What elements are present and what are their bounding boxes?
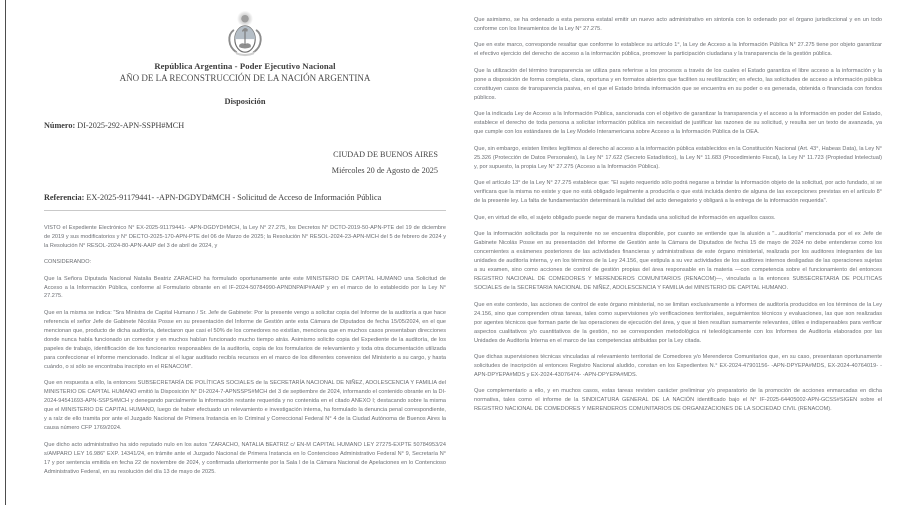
paragraph: Que, sin embargo, existen límites legítimos al derecho al acceso a la información pública establecidos en la Constitución Nacional (Art. 43°, Habeas Data), la Ley N° 25.326 (Protección de Datos Personales), la Ley N° 17.622 (Secreto Estadístico), la Ley N° 11.683 (Procedimiento Fiscal), la Ley N° 11.723 (Propiedad Intelectual) y, por supuesto, la propia Ley N° 27.275 (Acceso a la Información Pública). [474,145,882,170]
organization-title: República Argentina - Poder Ejecutivo Nacional [154,61,336,71]
number-label: Número: [44,121,76,131]
reference-row [44,193,446,202]
paragraph: Que la indicada Ley de Acceso a la Información Pública, sancionada con el objetivo de garantizar la transparencia y el acceso a la información en poder del Estado, establece el derecho de toda persona a solicitar información pública sin necesidad de justificar las razones de su solicitud, y resulta ser un texto de avanzada, ya que cumple con los estándares de la Ley Modelo Interamericana sobre Acceso a la Información Pública de la OEA. [474,111,882,136]
paragraph: Que la utilización del término transparencia se utiliza para referirse a los procesos a través de los cuales el Estado garantiza el libre acceso a la información y la pone a disposición de forma completa, clara, oportuna y en formatos abiertos que faciliten su reutilización; en efecto, las solicitudes de acceso a información pública constituyen casos de transparencia pasiva, en el que el Estado brinda información que se encuentra en su poder o es generada, obtenida o financiada con fondos públicos. [474,67,882,101]
year-slogan: AÑO DE LA RECONSTRUCCIÓN DE LA NACIÓN ARGENTINA [119,72,371,83]
date-text: Miércoles 20 de Agosto de 2025 [331,166,438,175]
paragraph: Que en la misma se indica: "Sra Ministra de Capital Humano / Sr. Jefe de Gabinete: Por la presente vengo a solicitar copia del Informe de la auditoría a que hace referencia el señor Jefe de Gabinete Nicolás Posse en su presentación del Informe de Gestión ante esta Cámara de Diputados de fecha 15/05/2024, en el que mencionan que, producto de dicha auditoría, detectaron que casi el 50% de los comedores no existían, menciona que en muchos casos presentaban direcciones donde nunca había funcionado un comedor y en muchos habían funcionado mucho tiempo atrás. Asimismo solicito copia del Expediente de la auditoría, de los papeles de trabajo, identificación de los funcionarios responsables de la auditoría, copia de los formularios de relevamiento y toda otra documentación utilizada para confeccionar el informe mencionado. Indicar si el lugar auditado recibía recursos en el marco de los diferentes convenios del Ministerio a su cargo, y hasta cuándo, o si sólo se encontraba inscripto en el RENACOM". [44,309,446,370]
number-value: DI-2025-292-APN-SSPH#MCH [77,121,185,131]
paragraph: VISTO el Expediente Electrónico N° EX-2025-91179441- -APN-DGDYD#MCH, la Ley N° 27.275, los Decretos N° DCTO-2019-50-APN-PTE del 19 de diciembre de 2019 y sus modificatorios y N° DECTO-2025-170-APN-PTE del 06 de Marzo de 2025; la Resolución N° RESOL-2024-23-APN-MCH del 5 de febrero de 2024 y la Resolución N° RESOL-2024-80-APN-AAIP del 3 de abril de 2024, y [44,224,446,249]
header-divider [44,210,446,211]
paragraph: Que la Señora Diputada Nacional Natalia Beatriz ZARACHO ha formulado oportunamente ante este MINISTERIO DE CAPITAL HUMANO una Solicitud de Acceso a la Información Pública, conforme al Formulario obrante en el IF-2024-50784990-APNDNPAIP#AAIP y en el marco de lo establecido por la Ley N° 27.275. [44,275,446,300]
paragraph: Que el artículo 13° de la Ley N° 27.275 establece que: "El sujeto requerido sólo podrá negarse a brindar la información objeto de la solicitud, por acto fundado, si se verificara que la misma no existe y que no está obligado legalmente a producirla o que está incluida dentro de alguna de las excepciones previstas en el artículo 8° de la presente ley. La falta de fundamentación determinará la nulidad del acto denegatorio y obligará a la entrega de la información requerida". [474,180,882,205]
document-type-heading: Disposición [224,97,266,107]
paragraph: Que en este marco, corresponde resaltar que conforme lo establece su artículo 1°, la Ley de Acceso a la Información Pública N° 27.275 tiene por objeto garantizar el efectivo ejercicio del derecho de acceso a la información pública, promover la participación ciudadana y la transparencia de la gestión pública. [474,42,882,58]
paragraph: Que la información solicitada por la requirente no se encuentra disponible, por cuanto se entiende que la alusión a "...auditoría" mencionada por el ex Jefe de Gabinete Nicolás Posse en su presentación del Informe de Gestión ante la Cámara de Diputados de fecha 15 de mayo de 2024 no debe entenderse como los concernientes a exámenes posteriores de las actividades financieras y administrativas de este órgano ministerial, realizada por los auditores integrantes de las unidades de auditoría interna, y en los términos de la Ley 24.156, que estipula a su vez actividades de los auditores internos desligadas de las operaciones sujetas a su examen, sino como acciones de control de gestión propias del área responsable en la materia —con competencia sobre el funcionamiento del entonces REGISTRO NACIONAL DE COMEDORES Y MERENDEROS COMUNITARIOS (RENACOM)—, vinculada a la entonces SUBSECRETARIA DE POLITICAS SOCIALES de la SECRETARIA NACIONAL DE NIÑEZ, ADOLESCENCIA Y FAMILIA del MINISTERIO DE CAPITAL HUMANO. [474,231,882,292]
reference-value: EX-2025-91179441- -APN-DGDYD#MCH - Solicitud de Acceso de Información Pública [86,192,382,202]
place-date-block [44,147,446,178]
left-body-text [44,224,446,477]
right-column [468,0,900,505]
paragraph: Que asimismo, se ha ordenado a esta persona estatal emitir un nuevo acto administrativo en sintonía con lo ordenado por el órgano jurisdiccional y en un todo conforme con los lineamientos de la Ley N° 27.275. [474,17,882,32]
paragraph: Que en este contexto, las acciones de control de este órgano ministerial, no se limitan exclusivamente a informes de auditoría producidos en los términos de la Ley 24.156, sino que comprenden otras tareas, tales como supervisiones y/o verificaciones territoriales, seguimientos técnicos y evaluaciones, las que son realizadas por agentes técnicos que forman parte de las operaciones de ejecución del área, y que si bien resultan sumamente relevantes, útiles e indispensables para verificar aspectos cualitativos y/o cuantitativos de la gestión, no se corresponden metodológica ni teleológicamente con los Informes de Auditoría elaborados por las Unidades de Auditoría Interna en el marco de las competencias atribuidas por la Ley citada. [474,301,882,344]
paragraph: Que en respuesta a ello, la entonces SUBSECRETARÍA DE POLÍTICAS SOCIALES de la SECRETARÍA NACIONAL DE NIÑEZ, ADOLESCENCIA Y FAMILIA del MINISTERIO DE CAPITAL HUMANO emitió la Disposición N° DI-2024-7-APNSSPS#MCH del 3 de septiembre de 2024, informando el contenido obrante en la DI-2024-94541693-APN-SSPS#MCH y denegando parcialmente la información restante requerida y no contenida en el citado ANEXO I; destacando sobre la misma que el MINISTERIO DE CAPITAL HUMANO, luego de haber efectuado un relevamiento e investigación interna, ha formulado la denuncia penal correspondiente, y a raíz de ello tramita por ante el Juzgado Nacional de Primera Instancia en lo Criminal y Correccional Federal N° 4 de la Ciudad Autónoma de Buenos Aires la causa número CFP 1769/2024. [44,380,446,432]
paragraph: Que dicho acto administrativo ha sido reputado nulo en los autos "ZARACHO, NATALIA BEATRIZ c/ EN-M CAPITAL HUMANO LEY 27275-EXPTE 50784953/24 s/AMPARO LEY 16.986" EXP. 14341/24, en trámite ante el Juzgado Nacional de Primera Instancia en lo Contencioso Administrativo Federal N° 9, Secretaría N° 17 y por sentencia emitida en fecha 22 de noviembre de 2024, y confirmada ulteriormente por la Sala I de la Cámara Nacional de Apelaciones en lo Contencioso Administrativo Federal, en su resolución del día 13 de mayo de 2025. [44,441,446,475]
paragraph: Que complementario a ello, y en muchos casos, estas tareas revisten carácter preliminar y/o preparatorio de la promoción de acciones enmarcadas en dicha normativa, tales como el informe de la SINDICATURA GENERAL DE LA NACIÓN identificado bajo el N° IF-2025-64405002-APN-GCSS#SIGEN sobre el REGISTRO NACIONAL DE COMEDORES Y MERENDEROS COMUNITARIOS DE ORGANIZACIONES DE LA SOCIEDAD CIVIL (RENACOM). [474,388,882,413]
reference-label: Referencia: [44,192,85,202]
argentina-coat-of-arms-icon [223,10,267,58]
number-row [44,121,446,130]
city-text: CIUDAD DE BUENOS AIRES [333,150,438,160]
paragraph: CONSIDERANDO: [44,259,92,266]
paragraph: Que dichas supervisiones técnicas vinculadas al relevamiento territorial de Comedores y/o Merenderos Comunitarios que, en su caso, presentaran oportunamente solicitudes de inscripción al entonces Registro Nacional aludido, constan en los Expedientes N.° EX-2024-47901156- -APN-DPYEPA#MDS, EX-2024-40764019- -APN-DPYEPA#MDS y EX-2024-43076474- -APN-DPYEPA#MDS. [474,354,882,378]
paragraph: Que, en virtud de ello, el sujeto obligado puede negar de manera fundada una solicitud de información en aquellos casos. [474,214,776,221]
